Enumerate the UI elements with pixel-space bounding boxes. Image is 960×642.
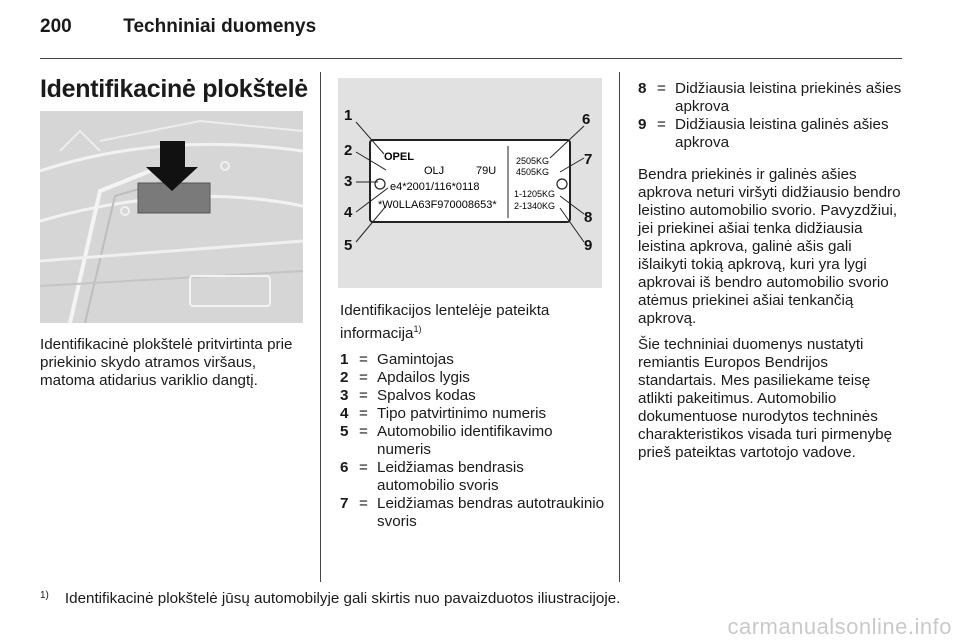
- plate-vin: *W0LLA63F970008653*: [378, 199, 497, 211]
- engine-bay-drawing: [40, 111, 303, 323]
- callout-2: 2: [344, 142, 353, 159]
- legend-text: Apdailos lygis: [377, 369, 470, 387]
- header-divider: [40, 58, 902, 59]
- callout-7: 7: [584, 151, 593, 168]
- callout-9: 9: [584, 237, 593, 254]
- page-number: 200: [40, 16, 72, 37]
- legend-equals: =: [657, 80, 666, 97]
- legend-equals: =: [359, 369, 368, 387]
- legend-text: Tipo patvirtinimo numeris: [377, 405, 547, 423]
- legend-number: 3: [340, 387, 349, 405]
- legend-text: Leidžiamas bendras autotraukinio svoris: [377, 495, 605, 531]
- footnote: [40, 590, 620, 607]
- legend-text: Didžiausia leistina galinės ašies apkrova: [675, 116, 889, 151]
- plate-code-b: 79U: [476, 165, 497, 177]
- plate-info-intro: Identifikacijos lentelėje pateikta informacija$^{1)}$: [340, 302, 550, 343]
- callout-4: 4: [344, 204, 353, 221]
- watermark: carmanualsonline.info: [727, 614, 952, 639]
- legend-equals: =: [359, 423, 368, 441]
- legend-item: [340, 459, 605, 495]
- legend-text: Leidžiamas bendrasis automobilio svoris: [377, 459, 524, 495]
- plate-brand: OPEL: [384, 151, 414, 163]
- plate-axle-front: 1-1205KG: [514, 189, 556, 199]
- standards-paragraph: Šie techniniai duomenys nustatyti remiantis Europos Bendrijos standartais. Mes pasiliekame teisę atlikti pakeitimus. Automobilio dokumentuose nurodytos techninės charakteristikos visada turi pirmenybę prieš pateiktas vartotojo vadove.: [638, 336, 893, 461]
- callout-8: 8: [584, 209, 593, 226]
- plate-legend-list: [340, 351, 605, 531]
- legend-number: 4: [340, 405, 349, 423]
- legend-text: Didžiausia leistina priekinės ašies apkrova: [675, 80, 902, 115]
- legend-item: [340, 387, 605, 405]
- callout-6: 6: [582, 111, 591, 128]
- legend-text: Spalvos kodas: [377, 387, 476, 405]
- legend-equals: =: [359, 405, 368, 423]
- footnote-ref: 1): [413, 324, 422, 334]
- legend-number: 9: [638, 116, 647, 133]
- identification-plate-illustration: [338, 78, 602, 288]
- legend-item: [340, 495, 605, 531]
- callout-1: 1: [344, 107, 353, 124]
- section-title: Identifikacinė plokštelė: [40, 75, 308, 103]
- plate-diagram: [338, 78, 602, 288]
- legend-equals: =: [359, 459, 368, 477]
- engine-bay-illustration: [40, 111, 303, 323]
- legend-item: [340, 405, 605, 423]
- legend-number: 7: [340, 495, 349, 513]
- plate-weight-train: 4505KG: [516, 167, 550, 177]
- legend-item: [340, 351, 605, 369]
- column-divider-2: [619, 72, 620, 582]
- legend-item: [340, 369, 605, 387]
- legend-equals: =: [359, 387, 368, 405]
- footnote-mark: 1): [40, 590, 49, 601]
- legend-number: 2: [340, 369, 349, 387]
- axle-load-paragraph: Bendra priekinės ir galinės ašies apkrova neturi viršyti didžiausio bendro leistino automobilio svorio. Pavyzdžiui, jei priekinei ašiai tenka didžiausia leistina apkrova, galinė ašis gali išlaikyti tokią apkrovą, kuri yra lygi apkrovai iš bendro automobilio svorio atėmus priekinei ašiai tenkančią apkrovą.: [638, 166, 901, 327]
- plate-weight-total: 2505KG: [516, 156, 550, 166]
- axle-info-column: [638, 80, 902, 470]
- plate-location-caption: Identifikacinė plokštelė pritvirtinta prie priekinio skydo atramos viršaus, matoma atidarius variklio dangtį.: [40, 336, 293, 389]
- legend-text: Automobilio identifikavimo numeris: [377, 423, 553, 459]
- legend-equals: =: [657, 116, 666, 133]
- chapter-title: Techniniai duomenys: [123, 16, 317, 37]
- plate-approval: e4*2001/116*0118: [390, 181, 480, 193]
- legend-number: 5: [340, 423, 349, 441]
- page-header: [40, 16, 316, 38]
- legend-item: [638, 80, 902, 116]
- legend-item: [638, 116, 902, 152]
- legend-number: 8: [638, 80, 647, 97]
- legend-text: Gamintojas: [377, 351, 454, 369]
- callout-5: 5: [344, 237, 353, 254]
- plate-code-a: OLJ: [424, 165, 445, 177]
- column-divider-1: [320, 72, 321, 582]
- plate-axle-rear: 2-1340KG: [514, 201, 556, 211]
- axle-legend-list: [638, 80, 902, 152]
- legend-equals: =: [359, 351, 368, 369]
- callout-3: 3: [344, 173, 353, 190]
- legend-item: [340, 423, 605, 459]
- legend-number: 6: [340, 459, 349, 477]
- legend-equals: =: [359, 495, 368, 513]
- plate-info-column: [340, 302, 605, 531]
- footnote-text: Identifikacinė plokštelė jūsų automobilyje gali skirtis nuo pavaizduotos iliustracijoje.: [64, 590, 621, 607]
- legend-number: 1: [340, 351, 349, 369]
